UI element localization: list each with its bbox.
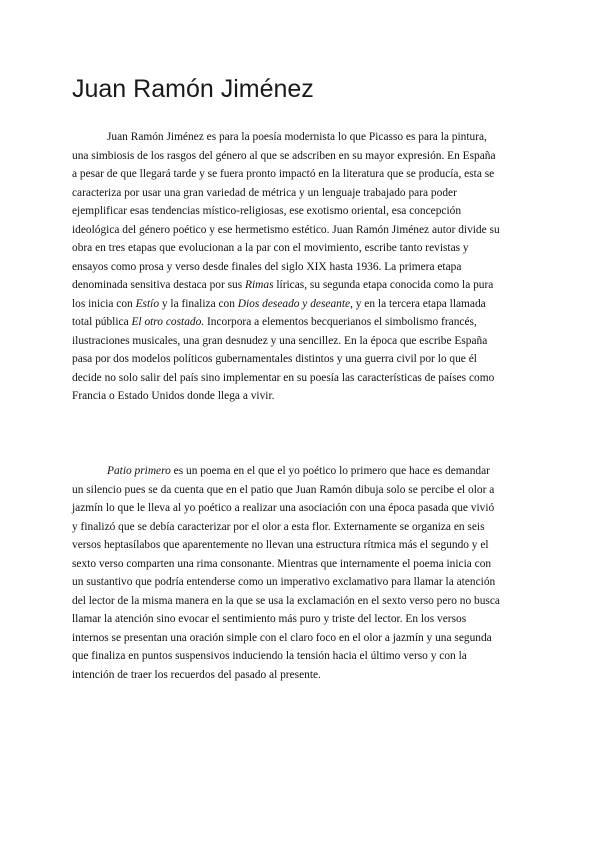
paragraph-1 bbox=[72, 128, 528, 406]
text-line: ejemplificar esas tendencias místico-religiosas, ese exotismo oriental, esa concepción bbox=[72, 205, 462, 217]
text-line: obra en tres etapas que evolucionan a la par con el movimiento, escribe tanto revistas y bbox=[72, 242, 469, 254]
text-line: intención de traer los recuerdos del pasado al presente. bbox=[72, 668, 321, 681]
italic-title-estio: Estío bbox=[135, 297, 160, 310]
italic-title-patio-primero: Patio primero bbox=[107, 465, 171, 477]
text-line: jazmín lo que le lleva al yo poético a realizar una asociación con una época pasada que vivió bbox=[72, 502, 495, 514]
text-line: denominada sensitiva destaca por sus Rimas líricas, su segunda etapa conocida como la pura bbox=[72, 279, 494, 291]
text-line: un sustantivo que podría entenderse como un imperativo exclamativo para llamar la atención bbox=[72, 576, 496, 588]
text-line: sexto verso comparten una rima consonante. Mientras que internamente el poema inicia con bbox=[72, 557, 492, 570]
text-line: Francia o Estado Unidos donde llega a vivir. bbox=[72, 390, 275, 402]
document-title: Juan Ramón Jiménez bbox=[72, 75, 314, 103]
text-line: total pública El otro costado. Incorpora a elementos becquerianos el simbolismo francés, bbox=[72, 316, 477, 328]
paragraph-2 bbox=[72, 462, 528, 684]
text-line: versos heptasílabos que aparentemente no llevan una estructura rítmica más el segundo y el bbox=[72, 539, 489, 551]
text-line: ideológica del género poético y ese hermetismo estético. Juan Ramón Jiménez autor divide su bbox=[72, 223, 500, 236]
text-line: decide no solo salir del país sino implementar en su poesía las características de países como bbox=[72, 371, 495, 384]
text-line: Patio primero es un poema en el que el yo poético lo primero que hace es demandar bbox=[107, 465, 490, 477]
text-line: caracteriza por usar una gran variedad de métrica y un lenguaje trabajado para poder bbox=[72, 186, 457, 199]
text-line: pasa por dos modelos políticos gubernamentales distintos y una guerra civil por lo que él bbox=[72, 353, 477, 365]
text-line: a pesar de que llegará tarde y se fuera pronto impactó en la literatura que se producía, esta se bbox=[72, 168, 495, 180]
text-line: los inicia con Estío y la finaliza con Dios deseado y deseante, y en la tercera etapa llamada bbox=[72, 297, 486, 310]
text-line: una simbiosis de los rasgos del género al que se adscriben en su mayor expresión. En España bbox=[72, 149, 496, 162]
italic-title-dios-deseado: Dios deseado y deseante bbox=[237, 297, 351, 310]
text-line: Juan Ramón Jiménez es para la poesía modernista lo que Picasso es para la pintura, bbox=[107, 131, 487, 143]
text-line: internos se presentan una oración simple con el claro foco en el olor a jazmín y una segunda bbox=[72, 631, 492, 644]
text-line: y finalizó que se debía caracterizar por el olor a esta flor. Externamente se organiza en seis bbox=[72, 520, 485, 533]
italic-title-el-otro-costado: El otro costado. bbox=[131, 316, 205, 328]
text-line: que finaliza en puntos suspensivos induciendo la tensión hacia el último verso y con la bbox=[72, 650, 467, 662]
text-line: llamar la atención sino evocar el sentimiento más puro y triste del lector. En los versos bbox=[72, 613, 467, 625]
italic-title-rimas: Rimas bbox=[245, 279, 274, 291]
text-line: ilustraciones musicales, una gran desnudez y una sencillez. En la época que escribe España bbox=[72, 334, 488, 347]
text-line: un silencio pues se da cuenta que en el patio que Juan Ramón dibuja solo se percibe el olor a bbox=[72, 483, 495, 496]
text-line: del lector de la misma manera en la que se usa la exclamación en el sexto verso pero no busca bbox=[72, 594, 500, 607]
text-line: ensayos como prosa y verso desde finales del siglo XIX hasta 1936. La primera etapa bbox=[72, 260, 462, 273]
